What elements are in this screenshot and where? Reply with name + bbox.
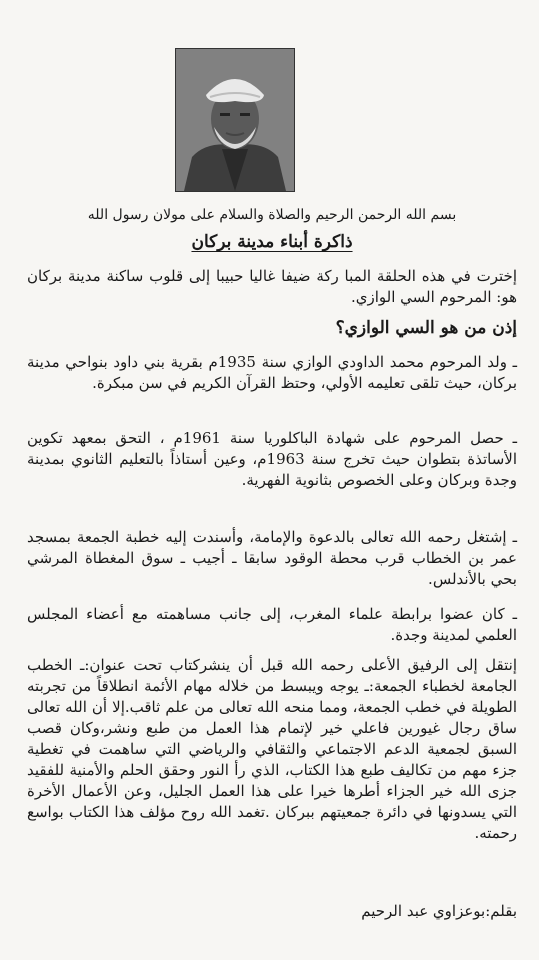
- intro-paragraph: إخترت في هذه الحلقة المبا ركة ضيفا غاليا حبيبا إلى قلوب ساكنة مدينة بركان هو: المرحوم السي الوازي.: [27, 267, 517, 306]
- bullet-paragraph-3: ـ إشتغل رحمه الله تعالى بالدعوة والإمامة، وأسندت إليه خطبة الجمعة بمسجد عمر بن الخطاب قرب محطة الوقود سابقا ـ أجيب ـ سوق المغطاة المرشي بحي بالأندلس.: [27, 528, 517, 588]
- article-title: [27, 232, 517, 253]
- author-signature: بقلم:بوعزاوي عبد الرحيم: [361, 902, 517, 920]
- article-title-text: ذاكرة أبناء مدينة بركان: [191, 232, 353, 252]
- section-heading: إذن من هو السي الوازي؟: [335, 318, 517, 338]
- bullet-paragraph-4: ـ كان عضوا برابطة علماء المغرب، إلى جانب مساهمته مع أعضاء المجلس العلمي لمدينة وجدة.: [27, 605, 517, 644]
- bullet-paragraph-2: ـ حصل المرحوم على شهادة الباكلوريا سنة 1961م ، التحق بمعهد تكوين الأساتذة بتطوان حيث تخرج سنة 1963م، وعين أستاذاً بالتعليم الثانوي بمدينة وجدة وبركان وعلى الخصوص بثانوية الفهرية.: [27, 429, 517, 489]
- basmala-line: بسم الله الرحمن الرحيم والصلاة والسلام على مولان رسول الله: [87, 207, 457, 223]
- bullet-paragraph-1: ـ ولد المرحوم محمد الداودي الوازي سنة 1935م بقرية بني داود بنواحي مدينة بركان، حيث تلقى تعليمه الأولي، وحتظ القرآن الكريم في سن مبكرة.: [27, 353, 517, 392]
- portrait-photo: [175, 48, 295, 192]
- portrait-icon: [176, 49, 294, 191]
- closing-paragraph: إنتقل إلى الرفيق الأعلى رحمه الله قبل أن ينشركتاب تحت عنوان:ـ الخطب الجامعة لخطباء الجمعة:ـ يوجه ويبسط من خلاله مهام الأئمة انطلاقاً من تجربته الطويلة في خطب الجمعة، ومما منحه الله تعالى من علم ثاقب.إلا أن الله تعالى ساق رجال غيورين فاعلي خير لإتمام هذا العمل من طبع ونشر،وكان قصب السبق لجمعية الدعم الاجتماعي والثقافي والرياضي التي ساهمت في تغطية جزء مهم من تكاليف طبع هذا الكتاب، الذي رأ النور وحقق الحلم والأمنية للفقيد جزى الله خير الجزاء أطرها خيرا على هذا العمل الجليل، وعن الأعمال الأخرة التي يسدونها في دائرة جمعيتهم ببركان .تغمد الله روح مؤلف هذا الكتاب بواسع رحمته.: [27, 656, 517, 842]
